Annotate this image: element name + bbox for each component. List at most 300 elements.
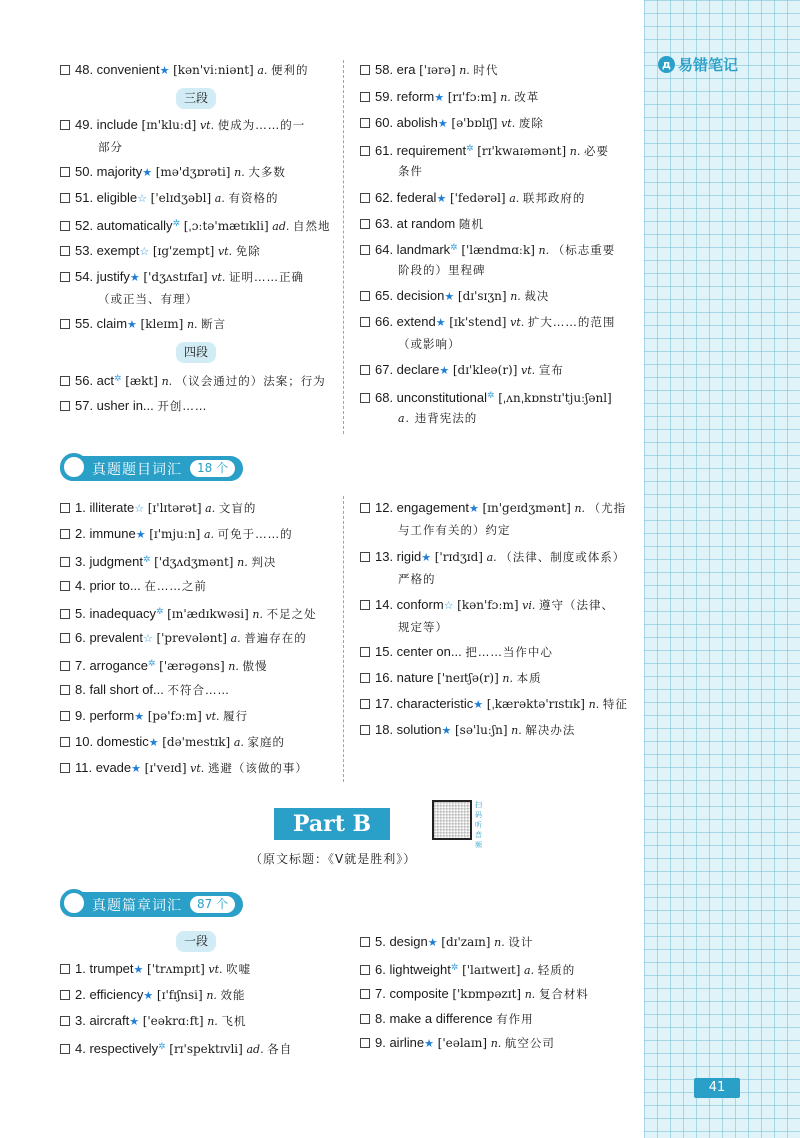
meaning: 大多数 xyxy=(248,165,286,179)
meaning: 部分 xyxy=(98,140,123,154)
meaning: 傲慢 xyxy=(242,659,268,673)
part-of-speech: n. xyxy=(252,608,264,621)
vocab-item xyxy=(60,731,285,754)
column-divider xyxy=(343,60,344,434)
vocab-item xyxy=(360,1032,555,1055)
phonetic: [rɪ'fɔːm] xyxy=(447,90,497,104)
vocab-item xyxy=(60,161,286,184)
star-solid-icon: ★ xyxy=(434,92,445,104)
checkbox[interactable] xyxy=(60,401,70,411)
star-solid-icon: ★ xyxy=(127,319,137,331)
star-hollow-icon: ☆ xyxy=(134,503,145,515)
meaning: 阶段的）里程碑 xyxy=(398,263,486,277)
phonetic: ['elɪdʒəbl] xyxy=(150,191,212,205)
meaning: 扩大……的范围 xyxy=(527,315,616,329)
part-of-speech: a. xyxy=(398,412,411,425)
vocab-item xyxy=(60,266,304,289)
vocab-word: 9. airline xyxy=(375,1035,425,1050)
phonetic: [dɪ'zaɪn] xyxy=(441,935,491,949)
vocab-word: 52. automatically xyxy=(75,218,173,233)
checkbox[interactable] xyxy=(60,557,70,567)
meaning: 普遍存在的 xyxy=(244,631,307,645)
paragraph-tag: 四段 xyxy=(176,342,216,363)
vocab-item xyxy=(60,497,256,520)
star-spark-icon: ✲ xyxy=(466,143,474,153)
vocab-item xyxy=(60,213,331,237)
vocab-word: 7. composite xyxy=(375,986,449,1001)
vocab-item xyxy=(60,395,207,417)
vocab-item xyxy=(360,285,549,308)
phonetic: ['ɪərə] xyxy=(419,63,456,77)
meaning: 轻质的 xyxy=(537,963,576,977)
checkbox[interactable] xyxy=(60,319,70,329)
vocab-item xyxy=(360,187,585,210)
meaning-continued xyxy=(398,408,477,429)
star-solid-icon: ★ xyxy=(133,964,144,976)
meaning: 不符合…… xyxy=(167,683,230,697)
phonetic: [ˌɔːtə'mætɪkli] xyxy=(183,219,269,233)
vocab-item xyxy=(60,1010,246,1033)
logo-text: 易错笔记 xyxy=(678,56,739,74)
star-hollow-icon: ☆ xyxy=(137,193,148,205)
checkbox[interactable] xyxy=(360,65,370,75)
banner-title: 真题篇章词汇 xyxy=(92,897,182,914)
meaning: 联邦政府的 xyxy=(522,191,586,205)
star-spark-icon: ✲ xyxy=(172,218,181,228)
star-solid-icon: ★ xyxy=(135,529,146,541)
phonetic: ['eəlaɪn] xyxy=(437,1036,488,1050)
phonetic: [ˌʌnˌkɒnstɪ'tjuːʃənl] xyxy=(498,391,612,405)
part-of-speech: n. xyxy=(500,91,511,104)
meaning-continued xyxy=(98,289,198,310)
part-of-speech: vt. xyxy=(205,710,220,723)
meaning-continued xyxy=(398,334,461,355)
vocab-item xyxy=(60,705,248,728)
vocab-item xyxy=(360,213,484,235)
vocab-item xyxy=(360,497,626,520)
checkbox[interactable] xyxy=(360,317,370,327)
checkbox[interactable] xyxy=(360,699,370,709)
vocab-item xyxy=(360,385,612,409)
part-of-speech: n. xyxy=(538,244,550,257)
part-of-speech: n. xyxy=(502,672,514,685)
phonetic: [də'mestɪk] xyxy=(162,735,231,749)
vocab-word: 11. evade xyxy=(75,760,132,775)
part-of-speech: n. xyxy=(234,166,245,179)
meaning: 开创…… xyxy=(157,399,208,413)
meaning: 裁决 xyxy=(524,289,550,303)
phonetic: [kən'viːniənt] xyxy=(173,63,254,77)
checkbox[interactable] xyxy=(60,990,70,1000)
part-of-speech: n. xyxy=(494,936,505,949)
phonetic: ['lændmɑːk] xyxy=(461,243,535,257)
star-spark-icon: ✲ xyxy=(450,242,458,252)
vocab-item xyxy=(360,112,544,135)
notebook-logo xyxy=(658,54,738,75)
vocab-item xyxy=(60,368,326,392)
phonetic: [ɪn'kluːd] xyxy=(141,118,197,132)
vocab-word: 12. engagement xyxy=(375,500,469,515)
checkbox[interactable] xyxy=(360,118,370,128)
count-badge: 18 个 xyxy=(190,460,235,477)
vocab-word: 15. center on... xyxy=(375,644,462,659)
meaning: 特征 xyxy=(602,697,628,711)
phonetic: [mə'dʒɒrəti] xyxy=(155,165,231,179)
vocab-word: 10. domestic xyxy=(75,734,149,749)
vocab-item xyxy=(360,138,609,162)
meaning: 与工作有关的）约定 xyxy=(398,523,511,537)
phonetic: ['dʒʌdʒmənt] xyxy=(154,555,234,569)
meaning: 各自 xyxy=(267,1042,293,1056)
part-of-speech: ad. xyxy=(246,1043,264,1056)
checkbox[interactable] xyxy=(360,552,370,562)
phonetic: [ɪk'stend] xyxy=(449,315,507,329)
checkbox[interactable] xyxy=(360,365,370,375)
star-solid-icon: ★ xyxy=(148,737,159,749)
part-of-speech: vt. xyxy=(521,364,536,377)
star-solid-icon: ★ xyxy=(468,503,479,515)
part-of-speech: ad. xyxy=(272,220,290,233)
vocab-word: 61. requirement xyxy=(375,143,467,158)
checkbox[interactable] xyxy=(360,291,370,301)
checkbox[interactable] xyxy=(360,965,370,975)
vocab-item xyxy=(360,1008,534,1030)
part-of-speech: a. xyxy=(230,632,241,645)
vocab-word: 8. make a difference xyxy=(375,1011,493,1026)
checkbox[interactable] xyxy=(360,219,370,229)
banner-question-vocab xyxy=(60,456,243,481)
meaning: 逃避（该做的事） xyxy=(207,761,308,775)
phonetic: [dɪ'kleə(r)] xyxy=(452,363,518,377)
checkbox[interactable] xyxy=(60,246,70,256)
part-of-speech: n. xyxy=(569,145,581,158)
checkbox[interactable] xyxy=(60,581,70,591)
vocab-item xyxy=(360,719,575,742)
vocab-word: 3. judgment xyxy=(75,554,143,569)
part-of-speech: n. xyxy=(524,988,536,1001)
phonetic: ['rɪdʒɪd] xyxy=(434,550,483,564)
part-of-speech: a. xyxy=(486,551,497,564)
checkbox[interactable] xyxy=(60,685,70,695)
checkbox[interactable] xyxy=(360,146,370,156)
part-of-speech: a. xyxy=(214,192,225,205)
phonetic: ['laɪtweɪt] xyxy=(462,963,521,977)
vocab-item xyxy=(360,311,615,334)
grid-margin-strip xyxy=(644,0,800,1138)
checkbox[interactable] xyxy=(60,376,70,386)
phonetic: [ɪ'mjuːn] xyxy=(149,527,201,541)
vocab-word: 63. at random xyxy=(375,216,456,231)
checkbox[interactable] xyxy=(360,393,370,403)
vocab-word: 55. claim xyxy=(75,316,128,331)
vocab-word: 14. conform xyxy=(375,597,444,612)
checkbox[interactable] xyxy=(360,503,370,513)
part-of-speech: n. xyxy=(490,1037,502,1050)
checkbox[interactable] xyxy=(60,167,70,177)
star-hollow-icon: ☆ xyxy=(139,246,150,258)
meaning: 自然地 xyxy=(293,219,331,233)
star-solid-icon: ★ xyxy=(134,711,145,723)
vocab-item xyxy=(360,667,542,689)
phonetic: ['ærəgəns] xyxy=(159,659,225,673)
checkbox[interactable] xyxy=(360,92,370,102)
meaning: 设计 xyxy=(508,935,534,949)
vocab-word: 54. justify xyxy=(75,269,130,284)
star-solid-icon: ★ xyxy=(441,725,452,737)
checkbox[interactable] xyxy=(360,725,370,735)
vocab-item xyxy=(360,931,533,954)
phonetic: [kən'fɔːm] xyxy=(457,598,519,612)
phonetic: ['dʒʌstɪfaɪ] xyxy=(143,270,208,284)
part-of-speech: vt. xyxy=(199,119,215,132)
phonetic: [ɪ'veɪd] xyxy=(144,761,187,775)
meaning: 宣布 xyxy=(538,363,564,377)
checkbox[interactable] xyxy=(360,647,370,657)
star-solid-icon: ★ xyxy=(473,699,484,711)
meaning: 文盲的 xyxy=(218,501,257,515)
meaning: 效能 xyxy=(220,988,246,1002)
checkbox[interactable] xyxy=(60,633,70,643)
part-of-speech: a. xyxy=(257,64,268,77)
star-solid-icon: ★ xyxy=(444,291,455,303)
checkbox[interactable] xyxy=(60,661,70,671)
meaning: 改革 xyxy=(514,90,540,104)
star-solid-icon: ★ xyxy=(131,763,142,775)
meaning: （或影响） xyxy=(398,337,461,351)
meaning: 家庭的 xyxy=(247,735,286,749)
phonetic: [sə'luːʃn] xyxy=(455,723,508,737)
phonetic: ['kɒmpəzɪt] xyxy=(452,987,522,1001)
vocab-word: 6. lightweight xyxy=(375,962,451,977)
vocab-word: 18. solution xyxy=(375,722,442,737)
vocab-word: 53. exempt xyxy=(75,243,140,258)
meaning: 把……当作中心 xyxy=(465,645,553,659)
part-of-speech: n. xyxy=(459,64,470,77)
checkbox[interactable] xyxy=(60,1044,70,1054)
checkbox[interactable] xyxy=(360,1014,370,1024)
vocab-item xyxy=(60,575,207,597)
checkbox[interactable] xyxy=(60,193,70,203)
vocab-item xyxy=(60,313,226,336)
vocab-word: 67. declare xyxy=(375,362,440,377)
vocab-word: 51. eligible xyxy=(75,190,138,205)
meaning-continued xyxy=(98,137,123,158)
meaning: 吹嘘 xyxy=(226,962,252,976)
vocab-item xyxy=(360,693,628,716)
checkbox[interactable] xyxy=(60,529,70,539)
vocab-item xyxy=(60,114,305,136)
vocab-item xyxy=(360,546,625,569)
star-solid-icon: ★ xyxy=(142,167,153,179)
vocab-item xyxy=(60,958,251,981)
part-of-speech: vi. xyxy=(522,599,536,612)
banner-title: 真题题目词汇 xyxy=(92,461,182,478)
meaning: 严格的 xyxy=(398,572,436,586)
checkbox[interactable] xyxy=(360,989,370,999)
checkbox[interactable] xyxy=(60,737,70,747)
phonetic: [ə'bɒlɪʃ] xyxy=(451,116,498,130)
phonetic: ['neɪtʃə(r)] xyxy=(437,671,499,685)
part-of-speech: vt. xyxy=(211,271,226,284)
phonetic: [ɪn'geɪdʒmənt] xyxy=(482,501,571,515)
phonetic: [kleɪm] xyxy=(140,317,184,331)
meaning: 本质 xyxy=(516,671,542,685)
vocab-word: 66. extend xyxy=(375,314,436,329)
vocab-word: 65. decision xyxy=(375,288,445,303)
phonetic: [dɪ'sɪʒn] xyxy=(457,289,507,303)
vocab-word: 59. reform xyxy=(375,89,435,104)
checkbox[interactable] xyxy=(60,503,70,513)
part-of-speech: a. xyxy=(524,964,535,977)
star-solid-icon: ★ xyxy=(427,937,438,949)
vocab-item xyxy=(60,1036,292,1060)
vocab-word: 1. trumpet xyxy=(75,961,134,976)
meaning: 免除 xyxy=(235,244,261,258)
meaning: 断言 xyxy=(201,317,227,331)
meaning: 在……之前 xyxy=(144,579,207,593)
vocab-word: 60. abolish xyxy=(375,115,438,130)
checkbox[interactable] xyxy=(360,600,370,610)
meaning: 违背宪法的 xyxy=(414,411,478,425)
checkbox[interactable] xyxy=(60,65,70,75)
meaning: 证明……正确 xyxy=(228,270,304,284)
vocab-item xyxy=(60,627,307,650)
vocab-word: 16. nature xyxy=(375,670,434,685)
star-solid-icon: ★ xyxy=(421,552,432,564)
phonetic: ['eəkrɑːft] xyxy=(142,1014,204,1028)
star-solid-icon: ★ xyxy=(424,1038,435,1050)
star-hollow-icon: ☆ xyxy=(443,600,454,612)
star-solid-icon: ★ xyxy=(439,365,450,377)
part-of-speech: vt. xyxy=(208,963,223,976)
part-of-speech: n. xyxy=(207,1015,218,1028)
checkbox[interactable] xyxy=(60,272,70,282)
vocab-item xyxy=(360,641,553,663)
meaning: 条件 xyxy=(398,164,423,178)
meaning: 有资格的 xyxy=(228,191,279,205)
meaning: 有作用 xyxy=(496,1012,534,1026)
part-of-speech: vt. xyxy=(190,762,205,775)
part-of-speech: n. xyxy=(588,698,600,711)
star-solid-icon: ★ xyxy=(436,193,447,205)
vocab-item xyxy=(60,549,276,573)
checkbox[interactable] xyxy=(60,763,70,773)
vocab-item xyxy=(360,359,564,382)
vocab-word: 5. inadequacy xyxy=(75,606,156,621)
checkbox[interactable] xyxy=(60,1016,70,1026)
original-title: （原文标题：《V就是胜利》） xyxy=(250,852,417,866)
checkbox[interactable] xyxy=(360,937,370,947)
vocab-item xyxy=(60,240,261,263)
meaning: 随机 xyxy=(458,217,484,231)
vocab-word: 57. usher in... xyxy=(75,398,154,413)
star-spark-icon: ✲ xyxy=(450,962,459,972)
checkbox[interactable] xyxy=(60,609,70,619)
phonetic: [rɪ'spektɪvli] xyxy=(169,1042,243,1056)
part-of-speech: n. xyxy=(511,724,522,737)
vocab-word: 13. rigid xyxy=(375,549,422,564)
checkbox[interactable] xyxy=(360,245,370,255)
vocab-word: 62. federal xyxy=(375,190,437,205)
vocab-item xyxy=(360,957,575,981)
part-of-speech: n. xyxy=(228,660,239,673)
vocab-item xyxy=(360,237,615,261)
part-b-heading: Part B xyxy=(274,808,390,840)
phonetic: ['prevələnt] xyxy=(156,631,227,645)
phonetic: [pə'fɔːm] xyxy=(147,709,202,723)
meaning: （或正当、有理） xyxy=(98,292,198,306)
checkbox[interactable] xyxy=(360,193,370,203)
vocab-word: 4. respectively xyxy=(75,1041,159,1056)
phonetic: [ɪn'ædɪkwəsi] xyxy=(167,607,249,621)
vocab-item xyxy=(60,187,278,210)
paragraph-tag: 一段 xyxy=(176,931,216,952)
vocab-word: 4. prior to... xyxy=(75,578,141,593)
part-of-speech: n. xyxy=(237,556,248,569)
star-spark-icon: ✲ xyxy=(158,1041,166,1051)
vocab-word: 9. perform xyxy=(75,708,135,723)
vocab-item xyxy=(60,679,230,701)
meaning: 规定等） xyxy=(398,620,448,634)
checkbox[interactable] xyxy=(60,711,70,721)
vocab-word: 3. aircraft xyxy=(75,1013,130,1028)
part-of-speech: vt. xyxy=(510,316,525,329)
checkbox[interactable] xyxy=(60,964,70,974)
phonetic: [ɪ'fɪʃnsi] xyxy=(156,988,203,1002)
star-solid-icon: ★ xyxy=(159,65,170,77)
star-spark-icon: ✲ xyxy=(114,373,122,383)
star-spark-icon: ✲ xyxy=(142,554,151,564)
vocab-word: 17. characteristic xyxy=(375,696,474,711)
meaning: 时代 xyxy=(473,63,499,77)
vocab-word: 2. efficiency xyxy=(75,987,144,1002)
checkbox[interactable] xyxy=(360,673,370,683)
phonetic: [ækt] xyxy=(125,374,158,388)
checkbox[interactable] xyxy=(60,221,70,231)
part-of-speech: a. xyxy=(509,192,520,205)
vocab-word: 58. era xyxy=(375,62,416,77)
part-of-speech: vt. xyxy=(501,117,516,130)
part-of-speech: a. xyxy=(205,502,216,515)
meaning: 使成为……的一 xyxy=(217,118,306,132)
phonetic: ['fedərəl] xyxy=(449,191,506,205)
vocab-item xyxy=(360,86,539,109)
checkbox[interactable] xyxy=(360,1038,370,1048)
phonetic: ['trʌmpɪt] xyxy=(147,962,205,976)
meaning: 复合材料 xyxy=(538,987,589,1001)
vocab-item xyxy=(60,984,246,1007)
vocab-item xyxy=(360,983,589,1005)
magnifier-icon xyxy=(60,889,88,917)
phonetic: [ˌkærəktə'rɪstɪk] xyxy=(486,697,585,711)
part-of-speech: a. xyxy=(233,736,244,749)
star-spark-icon: ✲ xyxy=(155,606,164,616)
part-of-speech: n. xyxy=(161,375,173,388)
checkbox[interactable] xyxy=(60,120,70,130)
part-of-speech: n. xyxy=(510,290,521,303)
qr-code-icon[interactable] xyxy=(432,800,472,840)
vocab-word: 64. landmark xyxy=(375,242,451,257)
vocab-word: 7. arrogance xyxy=(75,658,148,673)
vocab-word: 56. act xyxy=(75,373,115,388)
part-of-speech: vt. xyxy=(217,245,233,258)
pen-icon: д xyxy=(658,56,675,73)
meaning: 判决 xyxy=(251,555,277,569)
qr-label: 扫码听音频 xyxy=(475,801,482,849)
magnifier-icon xyxy=(60,453,88,481)
vocab-item xyxy=(60,653,267,677)
column-divider xyxy=(343,496,344,782)
